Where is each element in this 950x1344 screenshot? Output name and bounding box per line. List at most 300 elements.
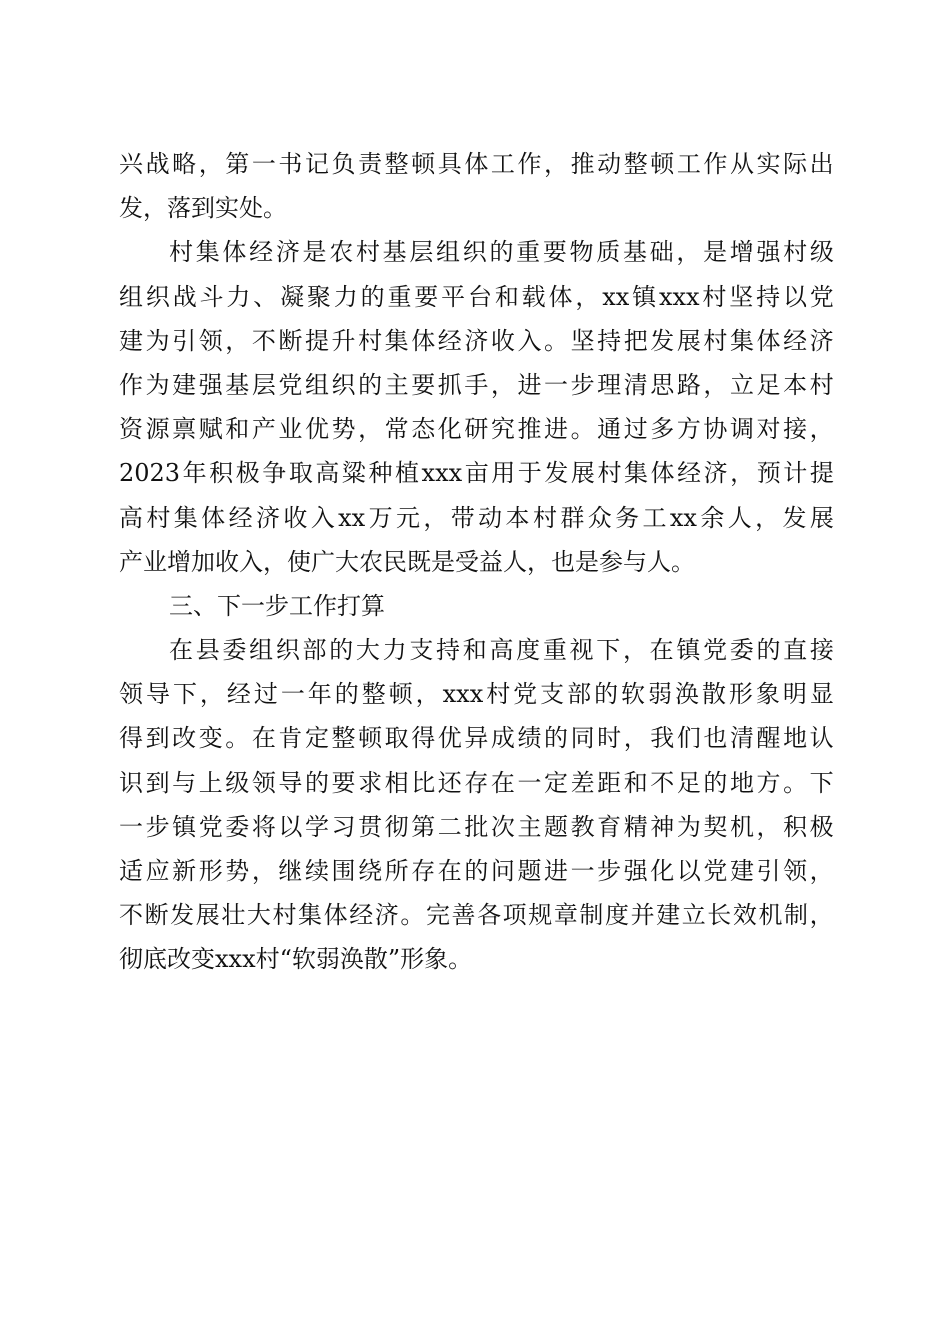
text-glyph: 经 xyxy=(437,326,462,355)
text-glyph: 村 xyxy=(809,370,834,399)
text-glyph: 所 xyxy=(384,857,409,885)
text-glyph: 党 xyxy=(278,370,303,399)
text-glyph: 务 xyxy=(615,503,640,532)
text-glyph: 村 xyxy=(702,282,727,311)
text-glyph: 体 xyxy=(464,150,489,178)
text-glyph: 资 xyxy=(119,415,143,444)
text-glyph: 发 xyxy=(782,503,807,532)
text-glyph: 要 xyxy=(331,768,356,797)
text-glyph: 围 xyxy=(331,857,356,885)
text-glyph: 禀 xyxy=(172,415,197,444)
text-glyph: xxx xyxy=(421,459,463,488)
text-glyph: 的 xyxy=(489,238,514,267)
text-glyph: 一 xyxy=(517,768,542,797)
text-glyph: 村 xyxy=(486,680,511,709)
text-glyph: 组 xyxy=(436,238,461,267)
text-glyph: 问 xyxy=(490,857,515,885)
text-glyph: 整 xyxy=(384,150,409,178)
text-glyph: 制 xyxy=(784,901,809,930)
text-glyph: 入 xyxy=(310,503,335,532)
text-glyph: ， xyxy=(490,370,515,399)
text-glyph: 发 xyxy=(544,459,569,488)
text-glyph: 推 xyxy=(517,415,542,444)
text-glyph: 领 xyxy=(783,857,808,885)
text-glyph: 为 xyxy=(676,812,701,841)
text-glyph: 的 xyxy=(360,282,385,311)
text-glyph: 到 xyxy=(145,724,170,753)
text-glyph: 。 xyxy=(570,415,595,444)
text-glyph: 持 xyxy=(597,326,622,355)
text-glyph: 持 xyxy=(756,282,781,311)
text-glyph: 软 xyxy=(621,680,646,709)
text-glyph: 态 xyxy=(411,415,436,444)
text-glyph: 展 xyxy=(676,326,701,355)
paragraph-2-line-6 xyxy=(119,451,834,495)
text-glyph: ， xyxy=(623,724,648,753)
text-glyph: 比 xyxy=(411,768,436,797)
text-glyph: 年 xyxy=(182,459,207,488)
text-glyph: 强 xyxy=(756,238,781,267)
text-glyph: 项 xyxy=(502,901,527,930)
text-glyph: 织 xyxy=(275,636,300,665)
text-glyph: 壮 xyxy=(221,901,246,930)
text-glyph: 党 xyxy=(703,636,728,665)
text-glyph: 是 xyxy=(703,238,728,267)
paragraph-2-line-7 xyxy=(119,496,834,540)
text-glyph: 具 xyxy=(437,150,462,178)
text-glyph: 地 xyxy=(729,768,754,797)
text-glyph: 导 xyxy=(145,680,170,709)
text-glyph: 集 xyxy=(384,326,409,355)
text-glyph: xxx xyxy=(658,282,700,311)
text-glyph: 作 xyxy=(119,370,143,399)
text-glyph: 质 xyxy=(596,238,621,267)
text-glyph: 育 xyxy=(597,812,622,841)
text-glyph: 相 xyxy=(384,768,409,797)
text-glyph: 化 xyxy=(437,415,462,444)
text-glyph: 坚 xyxy=(570,326,595,355)
text-glyph: 方 xyxy=(676,415,701,444)
text-glyph: 肯 xyxy=(278,724,303,753)
text-glyph: 势 xyxy=(225,857,250,885)
text-glyph: 整 xyxy=(623,150,648,178)
text-glyph: 直 xyxy=(783,636,808,665)
text-glyph: 存 xyxy=(464,768,489,797)
text-glyph: 重 xyxy=(516,238,541,267)
text-glyph: 以 xyxy=(676,857,701,885)
paragraph-3-line-3 xyxy=(119,716,834,760)
text-glyph: 。 xyxy=(225,724,250,753)
text-glyph: xx xyxy=(338,503,366,532)
text-glyph: 力 xyxy=(226,282,251,311)
text-glyph: 各 xyxy=(477,901,502,930)
text-glyph: 在 xyxy=(490,768,515,797)
text-glyph: 和 xyxy=(462,636,487,665)
text-glyph: 领 xyxy=(251,768,276,797)
text-glyph: 基 xyxy=(225,370,250,399)
text-glyph: 略 xyxy=(172,150,197,178)
text-glyph: 题 xyxy=(544,812,568,841)
text-glyph: 收 xyxy=(283,503,308,532)
text-glyph: 经 xyxy=(226,680,251,709)
text-glyph: ， xyxy=(809,901,834,930)
text-glyph: 求 xyxy=(358,768,383,797)
text-glyph: 显 xyxy=(809,680,834,709)
text-glyph: 取 xyxy=(288,459,313,488)
text-glyph: 村 xyxy=(783,238,808,267)
text-glyph: 织 xyxy=(145,282,170,311)
text-glyph: 聚 xyxy=(306,282,331,311)
text-glyph: 组 xyxy=(119,282,143,311)
text-glyph: ， xyxy=(198,150,223,178)
text-glyph: 足 xyxy=(756,370,781,399)
text-glyph: 进 xyxy=(544,415,568,444)
text-glyph: ， xyxy=(730,459,755,488)
text-glyph: 赋 xyxy=(198,415,223,444)
text-glyph: 重 xyxy=(387,282,412,311)
text-glyph: 精 xyxy=(623,812,648,841)
text-glyph: 一 xyxy=(119,812,143,841)
text-glyph: 导 xyxy=(278,768,303,797)
text-glyph: 以 xyxy=(782,282,807,311)
text-glyph: 层 xyxy=(409,238,434,267)
text-glyph: 时 xyxy=(597,724,622,753)
text-glyph: 断 xyxy=(278,326,303,355)
text-glyph: 的 xyxy=(358,370,383,399)
paragraph-3-line-1 xyxy=(119,628,834,672)
text-glyph: 建 xyxy=(172,370,197,399)
text-glyph: 织 xyxy=(462,238,487,267)
text-glyph: 大 xyxy=(355,636,380,665)
text-glyph: 村 xyxy=(703,326,728,355)
text-glyph: 年 xyxy=(307,680,332,709)
text-glyph: 于 xyxy=(517,459,542,488)
text-glyph: 层 xyxy=(251,370,276,399)
text-glyph: 效 xyxy=(732,901,757,930)
text-glyph: 调 xyxy=(729,415,754,444)
text-glyph: 济 xyxy=(374,901,399,930)
text-glyph: 济 xyxy=(255,503,280,532)
text-glyph: 主 xyxy=(517,812,542,841)
text-glyph: 强 xyxy=(623,857,648,885)
text-glyph: 建 xyxy=(656,901,681,930)
text-glyph: 。 xyxy=(783,768,808,797)
text-glyph: 差 xyxy=(570,768,595,797)
text-glyph: 经 xyxy=(349,901,374,930)
text-glyph: 础 xyxy=(649,238,674,267)
text-glyph: 亩 xyxy=(464,459,489,488)
paragraph-1-line-1 xyxy=(119,142,834,186)
text-glyph: 继 xyxy=(278,857,303,885)
text-glyph: 经 xyxy=(677,459,702,488)
text-glyph: 的 xyxy=(594,680,619,709)
text-glyph: 习 xyxy=(331,812,356,841)
text-glyph: 贯 xyxy=(358,812,383,841)
text-glyph: 凝 xyxy=(280,282,305,311)
text-glyph: 本 xyxy=(783,370,808,399)
text-glyph: 领 xyxy=(119,680,143,709)
text-glyph: 距 xyxy=(597,768,622,797)
text-glyph: 二 xyxy=(437,812,462,841)
text-glyph: 经 xyxy=(783,326,808,355)
text-glyph: 定 xyxy=(304,724,329,753)
text-glyph: 涣 xyxy=(674,680,699,709)
text-glyph: 得 xyxy=(411,724,436,753)
text-glyph: 通 xyxy=(597,415,622,444)
text-glyph: ， xyxy=(415,680,440,709)
text-glyph: 存 xyxy=(411,857,436,885)
text-glyph: 取 xyxy=(384,724,409,753)
text-glyph: 作 xyxy=(517,150,542,178)
text-glyph: 清 xyxy=(623,370,648,399)
text-glyph: 为 xyxy=(145,326,170,355)
text-glyph: 持 xyxy=(436,636,461,665)
text-glyph: 展 xyxy=(570,459,595,488)
text-glyph: 题 xyxy=(517,857,542,885)
text-glyph: 支 xyxy=(540,680,565,709)
text-glyph: 。 xyxy=(544,326,568,355)
text-glyph: xxx xyxy=(442,680,484,709)
text-glyph: 村 xyxy=(358,326,383,355)
text-glyph: 委 xyxy=(225,812,250,841)
text-glyph: 我 xyxy=(650,724,675,753)
text-glyph: 发 xyxy=(170,901,195,930)
text-glyph: 党 xyxy=(513,680,538,709)
text-glyph: 明 xyxy=(782,680,807,709)
text-glyph: 要 xyxy=(542,238,567,267)
text-glyph: 彻 xyxy=(384,812,409,841)
text-glyph: 力 xyxy=(333,282,358,311)
text-glyph: 的 xyxy=(464,857,489,885)
text-glyph: 顿 xyxy=(358,724,383,753)
text-glyph: 村 xyxy=(532,503,557,532)
text-glyph: ， xyxy=(358,415,383,444)
text-glyph: 章 xyxy=(553,901,578,930)
paragraph-2-line-2 xyxy=(119,275,834,319)
text-glyph: 改 xyxy=(172,724,197,753)
text-glyph: ， xyxy=(423,503,448,532)
text-glyph: 源 xyxy=(145,415,170,444)
text-glyph: 台 xyxy=(467,282,492,311)
text-glyph: 工 xyxy=(676,150,701,178)
text-glyph: 工 xyxy=(490,150,515,178)
text-glyph: 济 xyxy=(275,238,300,267)
text-glyph: 建 xyxy=(119,326,143,355)
text-glyph: 不 xyxy=(650,768,675,797)
text-glyph: 神 xyxy=(650,812,675,841)
text-glyph: 的 xyxy=(329,636,354,665)
text-glyph: ， xyxy=(809,415,834,444)
text-glyph: 并 xyxy=(630,901,655,930)
text-glyph: 建 xyxy=(729,857,754,885)
text-glyph: 续 xyxy=(304,857,329,885)
text-glyph: 接 xyxy=(809,636,834,665)
text-glyph: 适 xyxy=(119,857,143,885)
text-glyph: 常 xyxy=(384,415,409,444)
text-glyph: 领 xyxy=(198,326,223,355)
text-glyph: 提 xyxy=(304,326,329,355)
text-glyph: 集 xyxy=(173,503,198,532)
text-glyph: 绩 xyxy=(517,724,542,753)
text-glyph: 和 xyxy=(494,282,519,311)
text-glyph: 异 xyxy=(464,724,489,753)
text-glyph: 步 xyxy=(145,812,170,841)
text-glyph: ， xyxy=(199,680,224,709)
document-body xyxy=(119,142,834,982)
text-glyph: 研 xyxy=(464,415,489,444)
paragraph-1-line-2: 发，落到实处。 xyxy=(119,194,287,223)
text-glyph: 得 xyxy=(119,724,143,753)
text-glyph: 机 xyxy=(729,812,754,841)
text-glyph: 协 xyxy=(703,415,728,444)
text-glyph: 地 xyxy=(783,724,808,753)
text-glyph: 力 xyxy=(382,636,407,665)
text-glyph: 本 xyxy=(505,503,530,532)
text-glyph: 动 xyxy=(478,503,503,532)
text-glyph: 多 xyxy=(650,415,675,444)
text-glyph: 度 xyxy=(604,901,629,930)
text-glyph: 弱 xyxy=(648,680,673,709)
text-glyph: 村 xyxy=(597,459,622,488)
text-glyph: 平 xyxy=(441,282,466,311)
text-glyph: 体 xyxy=(323,901,348,930)
text-glyph: 顿 xyxy=(650,150,675,178)
text-glyph: 收 xyxy=(490,326,515,355)
text-glyph: 村 xyxy=(169,238,193,267)
paragraph-3-line-5 xyxy=(119,805,834,849)
text-glyph: 手 xyxy=(464,370,489,399)
text-glyph: 接 xyxy=(783,415,808,444)
text-glyph: 基 xyxy=(382,238,407,267)
text-glyph: 用 xyxy=(491,459,516,488)
text-glyph: 清 xyxy=(729,724,754,753)
text-glyph: 党 xyxy=(703,857,728,885)
text-glyph: 度 xyxy=(516,636,541,665)
text-glyph: 应 xyxy=(145,857,170,885)
paragraph-2-line-4 xyxy=(119,363,834,407)
paragraph-3-line-2 xyxy=(119,672,834,716)
text-glyph: 业 xyxy=(278,415,303,444)
text-glyph: 争 xyxy=(262,459,287,488)
text-glyph: 高 xyxy=(119,503,143,532)
text-glyph: 断 xyxy=(144,901,169,930)
text-glyph: 思 xyxy=(650,370,675,399)
text-glyph: 对 xyxy=(756,415,781,444)
text-glyph: 积 xyxy=(783,812,808,841)
paragraph-2-line-8: 产业增加收入，使广大农民既是受益人，也是参与人。 xyxy=(119,547,695,576)
text-glyph: 高 xyxy=(489,636,514,665)
text-glyph: 镇 xyxy=(632,282,657,311)
text-glyph: 作 xyxy=(703,150,728,178)
text-glyph: 镇 xyxy=(172,812,197,841)
text-glyph: 下 xyxy=(172,680,197,709)
text-glyph: 第 xyxy=(225,150,250,178)
text-glyph: 支 xyxy=(409,636,434,665)
text-glyph: 与 xyxy=(172,768,197,797)
text-glyph: 势 xyxy=(331,415,356,444)
text-glyph: 产 xyxy=(251,415,276,444)
text-glyph: 村 xyxy=(272,901,297,930)
text-glyph: 斗 xyxy=(199,282,224,311)
text-glyph: 战 xyxy=(145,150,170,178)
text-glyph: 第 xyxy=(411,812,436,841)
text-glyph: 战 xyxy=(172,282,197,311)
text-glyph: ， xyxy=(544,150,568,178)
text-glyph: 们 xyxy=(676,724,701,753)
text-glyph: 责 xyxy=(358,150,383,178)
text-glyph: 万 xyxy=(368,503,393,532)
text-glyph: 顿 xyxy=(388,680,413,709)
text-glyph: 为 xyxy=(145,370,170,399)
text-glyph: 视 xyxy=(569,636,594,665)
text-glyph: 是 xyxy=(302,238,327,267)
text-glyph: 集 xyxy=(729,326,754,355)
text-glyph: 批 xyxy=(464,812,489,841)
text-glyph: 部 xyxy=(567,680,592,709)
text-glyph: 不 xyxy=(251,326,276,355)
text-glyph: 发 xyxy=(650,326,675,355)
text-glyph: 足 xyxy=(676,768,701,797)
text-glyph: 上 xyxy=(198,768,223,797)
text-glyph: 绕 xyxy=(358,857,383,885)
text-glyph: 新 xyxy=(172,857,197,885)
text-glyph: 书 xyxy=(278,150,303,178)
paragraph-3-line-8: 彻底改变xxx村“软弱涣散”形象。 xyxy=(119,945,473,974)
text-glyph: 委 xyxy=(222,636,247,665)
text-glyph: 散 xyxy=(701,680,726,709)
text-glyph: 化 xyxy=(650,857,675,885)
text-glyph: 工 xyxy=(642,503,667,532)
paragraph-2-line-5 xyxy=(119,407,834,451)
text-glyph: 立 xyxy=(681,901,706,930)
text-glyph: 济 xyxy=(809,326,834,355)
text-glyph: ， xyxy=(225,326,250,355)
text-glyph: 契 xyxy=(703,812,728,841)
text-glyph: 增 xyxy=(729,238,754,267)
text-glyph: 认 xyxy=(809,724,834,753)
text-glyph: 和 xyxy=(225,415,250,444)
text-glyph: 、 xyxy=(253,282,278,311)
text-glyph: 还 xyxy=(437,768,462,797)
text-glyph: 坚 xyxy=(729,282,754,311)
text-glyph: 极 xyxy=(809,812,834,841)
text-glyph: 醒 xyxy=(756,724,781,753)
text-glyph: 引 xyxy=(756,857,781,885)
text-glyph: 经 xyxy=(249,238,274,267)
text-glyph: 元 xyxy=(395,503,420,532)
text-glyph: 大 xyxy=(246,901,271,930)
text-glyph: 强 xyxy=(198,370,223,399)
text-glyph: 不 xyxy=(119,901,143,930)
text-glyph: 过 xyxy=(253,680,278,709)
text-glyph: 将 xyxy=(251,812,276,841)
text-glyph: 粱 xyxy=(341,459,366,488)
text-glyph: 物 xyxy=(569,238,594,267)
text-glyph: 同 xyxy=(570,724,595,753)
text-glyph: 村 xyxy=(355,238,380,267)
text-glyph: 集 xyxy=(298,901,323,930)
text-glyph: 要 xyxy=(411,370,436,399)
text-glyph: 组 xyxy=(304,370,329,399)
text-glyph: 实 xyxy=(756,150,781,178)
text-glyph: 一 xyxy=(251,150,276,178)
text-glyph: 2023 xyxy=(119,459,181,488)
text-glyph: 下 xyxy=(596,636,621,665)
text-glyph: 要 xyxy=(414,282,439,311)
text-glyph: 以 xyxy=(278,812,303,841)
text-glyph: ， xyxy=(622,636,647,665)
text-glyph: 整 xyxy=(361,680,386,709)
